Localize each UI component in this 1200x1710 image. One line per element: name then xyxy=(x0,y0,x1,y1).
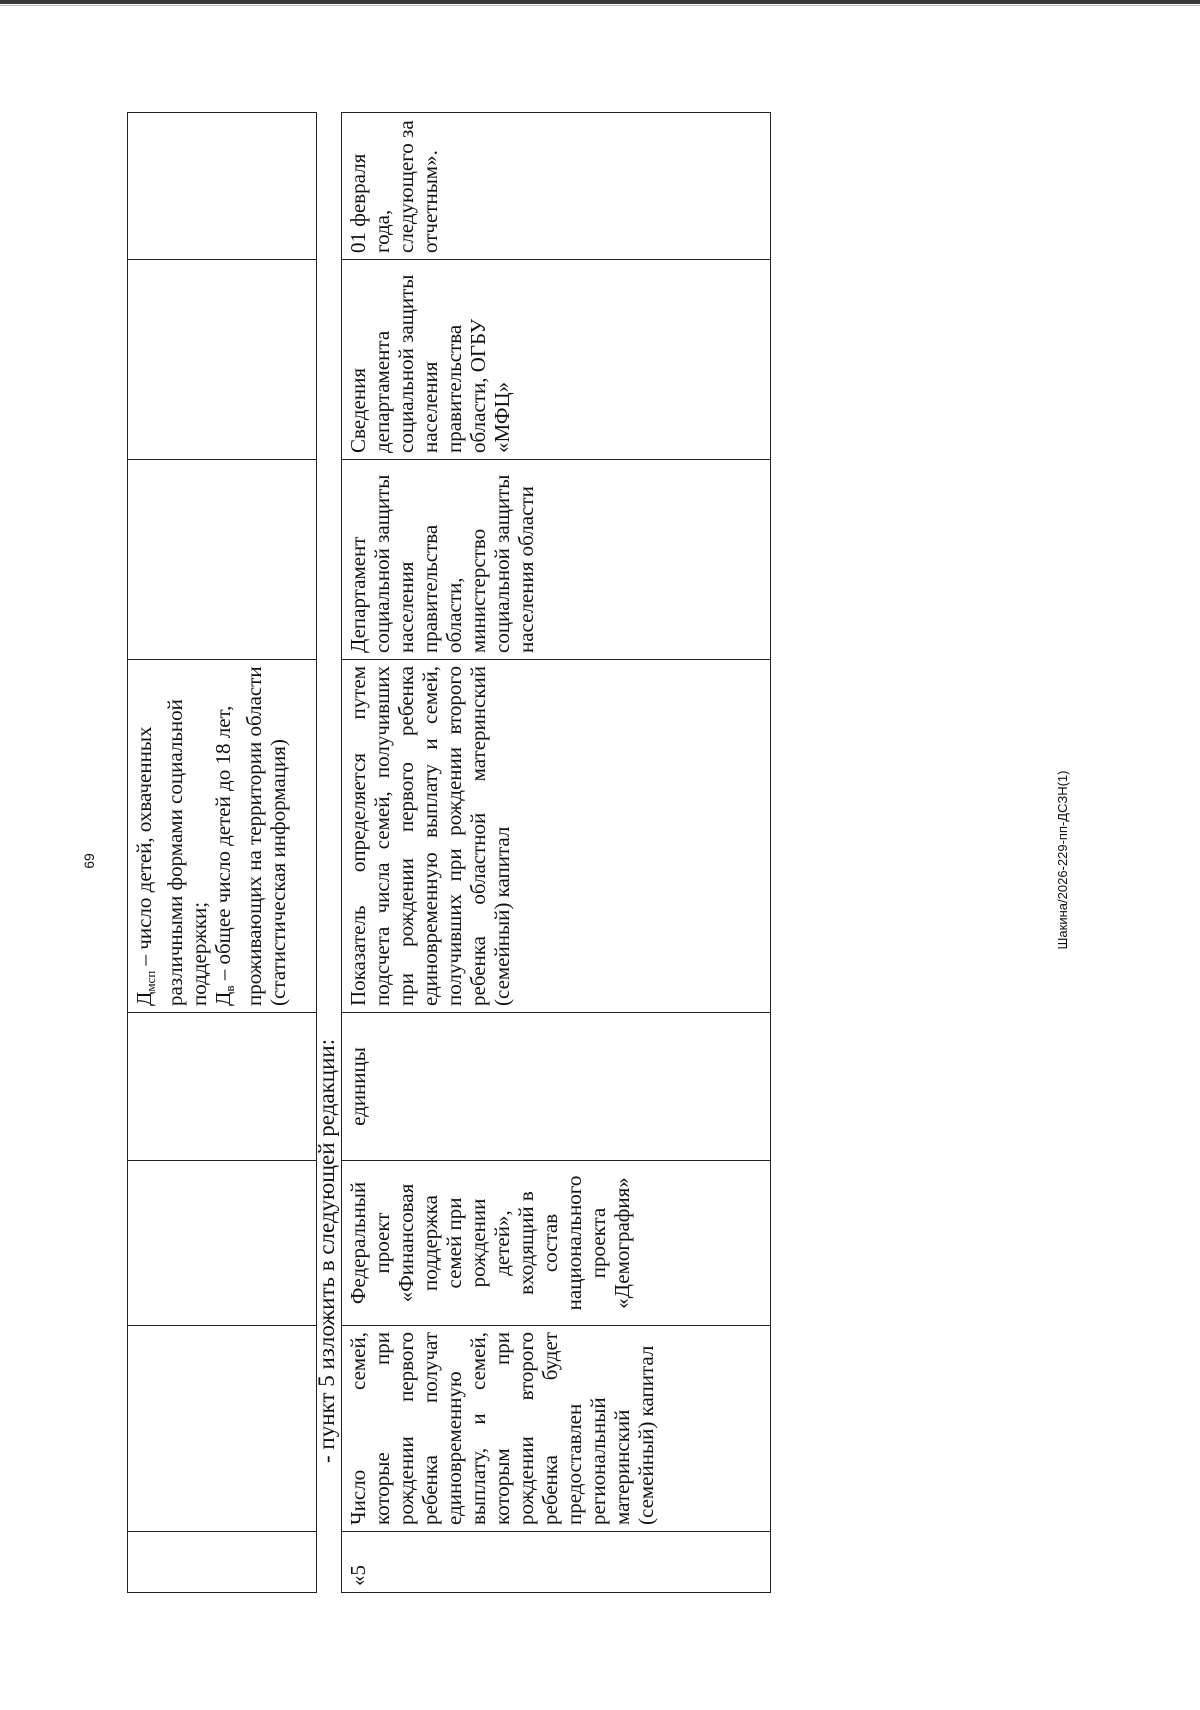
table-row xyxy=(342,113,771,1593)
cell-source xyxy=(128,260,317,460)
cell-unit: единицы xyxy=(342,1013,771,1161)
amendment-intro: - пункт 5 изложить в следующей редакции: xyxy=(314,1038,339,1463)
scan-edge-shadow xyxy=(0,5,1200,6)
cell-unit xyxy=(128,1013,317,1161)
formula-line-1 xyxy=(132,666,211,1006)
cell-num: «5 xyxy=(342,1532,771,1593)
table-row xyxy=(128,113,317,1593)
rotated-page-content xyxy=(127,113,847,1593)
cell-responsible xyxy=(128,460,317,660)
formula-var: Д xyxy=(211,991,235,1006)
table-main xyxy=(341,112,771,1593)
table-top-fragment xyxy=(127,112,317,1593)
cell-deadline xyxy=(128,113,317,260)
formula-line-2 xyxy=(211,666,290,1006)
formula-subscript: мсп xyxy=(143,970,158,992)
formula-subscript: в xyxy=(222,985,237,992)
page-number: 69 xyxy=(81,853,97,869)
formula-var: Д xyxy=(132,991,156,1006)
scan-edge-top xyxy=(0,0,1200,4)
cell-responsible: Департамент социальной защиты населения правительства области, министерство социальной защиты населения области xyxy=(342,460,771,660)
cell-project xyxy=(128,1161,317,1326)
cell-method: Показатель определяется путем подсчета числа семей, получивших при рождении первого ребенка единовременную выплату и семей, получивших при рождении второго ребенка областной материнский (семейный) капитал xyxy=(342,660,771,1013)
cell-indicator: Число семей, которые при рождении первого ребенка получат единовременную выплату, и семей, которым при рождении второго ребенка будет предоставлен региональный материнский (семейный) капитал xyxy=(342,1326,771,1532)
cell-num xyxy=(128,1532,317,1593)
formula-text: – число детей, охваченных различными формами социальной поддержки; xyxy=(132,699,211,1006)
cell-indicator xyxy=(128,1326,317,1532)
cell-deadline: 01 февраля года, следующего за отчетным». xyxy=(342,113,771,260)
formula-text: – общее число детей до 18 лет, проживающих на территории области (статистическая информация) xyxy=(211,666,290,1006)
cell-formula-legend xyxy=(128,660,317,1013)
footer-document-code: Шакина/2026-229-пп-ДСЗН(1) xyxy=(1055,770,1070,950)
cell-project: Федеральный проект «Финансовая поддержка семей при рождении детей», входящий в состав национального проекта «Демография» xyxy=(342,1161,771,1326)
cell-source: Сведения департамента социальной защиты населения правительства области, ОГБУ «МФЦ» xyxy=(342,260,771,460)
